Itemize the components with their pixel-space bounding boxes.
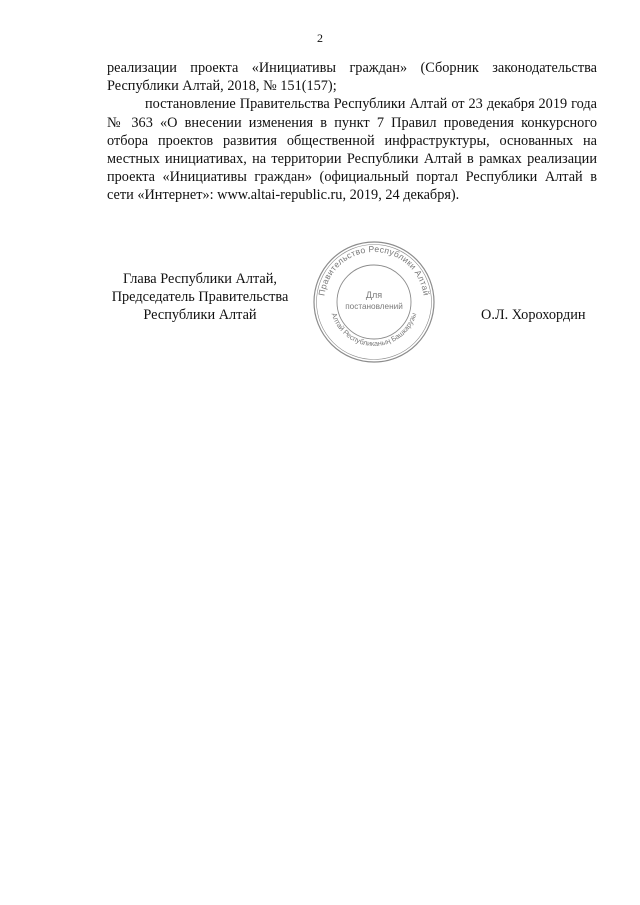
signatory-name: О.Л. Хорохордин [481, 307, 586, 323]
page-number: 2 [317, 31, 323, 45]
document-body [107, 59, 597, 205]
paragraph-continuation: реализации проекта «Инициативы граждан» (Сборник законодательства Республики Алтай, 2018, № 151(157); [107, 60, 597, 95]
stamp-bottom-text: Алтай Республиканың Башкарузы [329, 311, 419, 349]
stamp-outer-text: Правительство Республики Алтай [316, 243, 432, 297]
official-stamp [312, 240, 436, 364]
signatory-position [100, 270, 300, 325]
stamp-inner-line-2: постановлений [345, 302, 403, 311]
signatory-position-line: Председатель Правительства [111, 289, 289, 306]
stamp-inner-line-1: Для [365, 290, 383, 300]
signatory-position-line: Глава Республики Алтай, [123, 271, 277, 287]
paragraph-resolution-reference: постановление Правительства Республики Алтай от 23 декабря 2019 года № 363 «О внесении изменения в пункт 7 Правил проведения конкурсного отбора проектов развития общественной инфраструктуры, основанных на местных инициативах, на территории Республики Алтай в рамках реализации проекта «Инициативы граждан» (официальный портал Республики Алтай в сети «Интернет»: www.altai-republic.ru, 2019, 24 декабря). [107, 96, 597, 204]
signatory-position-line: Республики Алтай [143, 307, 257, 324]
